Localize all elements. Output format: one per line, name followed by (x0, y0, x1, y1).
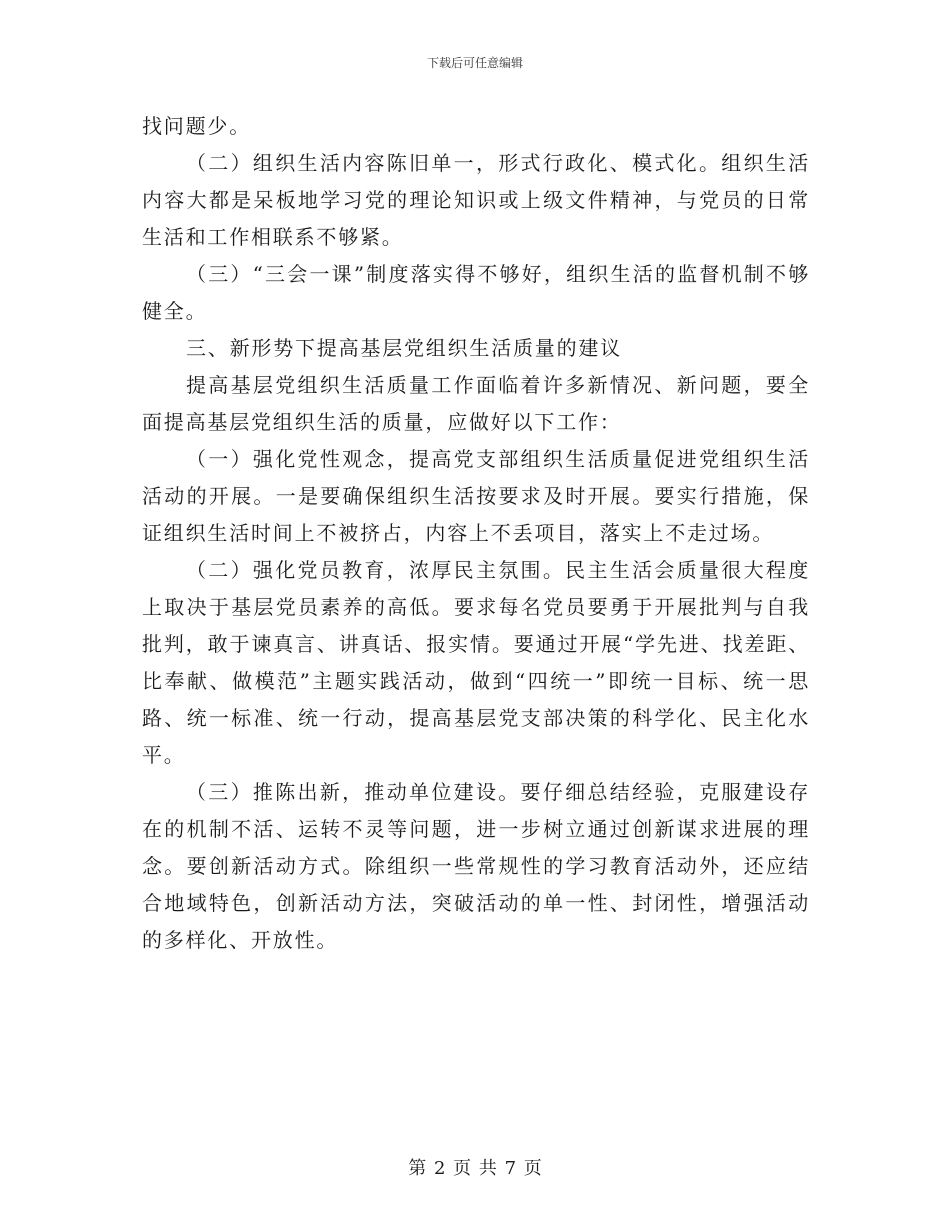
paragraph-issue-2: （二）组织生活内容陈旧单一，形式行政化、模式化。组织生活内容大都是呆板地学习党的理论知识或上级文件精神，与党员的日常生活和工作相联系不够紧。 (142, 151, 810, 249)
document-body (142, 108, 810, 959)
paragraph-issue-3: （三）“三会一课”制度落实得不够好，组织生活的监督机制不够健全。 (142, 262, 810, 323)
section-heading-3: 三、新形势下提高基层党组织生活质量的建议 (186, 336, 622, 360)
header-note: 下载后可任意编辑 (426, 56, 523, 70)
paragraph-continuation: 找问题少。 (142, 114, 251, 138)
paragraph-suggestion-2: （二）强化党员教育，浓厚民主氛围。民主生活会质量很大程度上取决于基层党员素养的高低。要求每名党员要勇于开展批判与自我批判，敢于谏真言、讲真话、报实情。要通过开展“学先进、找差距、比奉献、做模范”主题实践活动，做到“四统一”即统一目标、统一思路、统一标准、统一行动，提高基层党支部决策的科学化、民主化水平。 (142, 558, 810, 767)
paragraph-suggestion-1: （一）强化党性观念，提高党支部组织生活质量促进党组织生活活动的开展。一是要确保组织生活按要求及时开展。要实行措施，保证组织生活时间上不被挤占，内容上不丢项目，落实上不走过场。 (142, 447, 810, 545)
page-number-footer: 第 2 页 共 7 页 (408, 1158, 542, 1179)
paragraph-suggestion-3: （三）推陈出新，推动单位建设。要仔细总结经验，克服建设存在的机制不活、运转不灵等问题，进一步树立通过创新谋求进展的理念。要创新活动方式。除组织一些常规性的学习教育活动外，还应结合地域特色，创新活动方法，突破活动的单一性、封闭性，增强活动的多样化、开放性。 (142, 780, 810, 952)
paragraph-intro: 提高基层党组织生活质量工作面临着许多新情况、新问题，要全面提高基层党组织生活的质量，应做好以下工作： (142, 373, 810, 434)
